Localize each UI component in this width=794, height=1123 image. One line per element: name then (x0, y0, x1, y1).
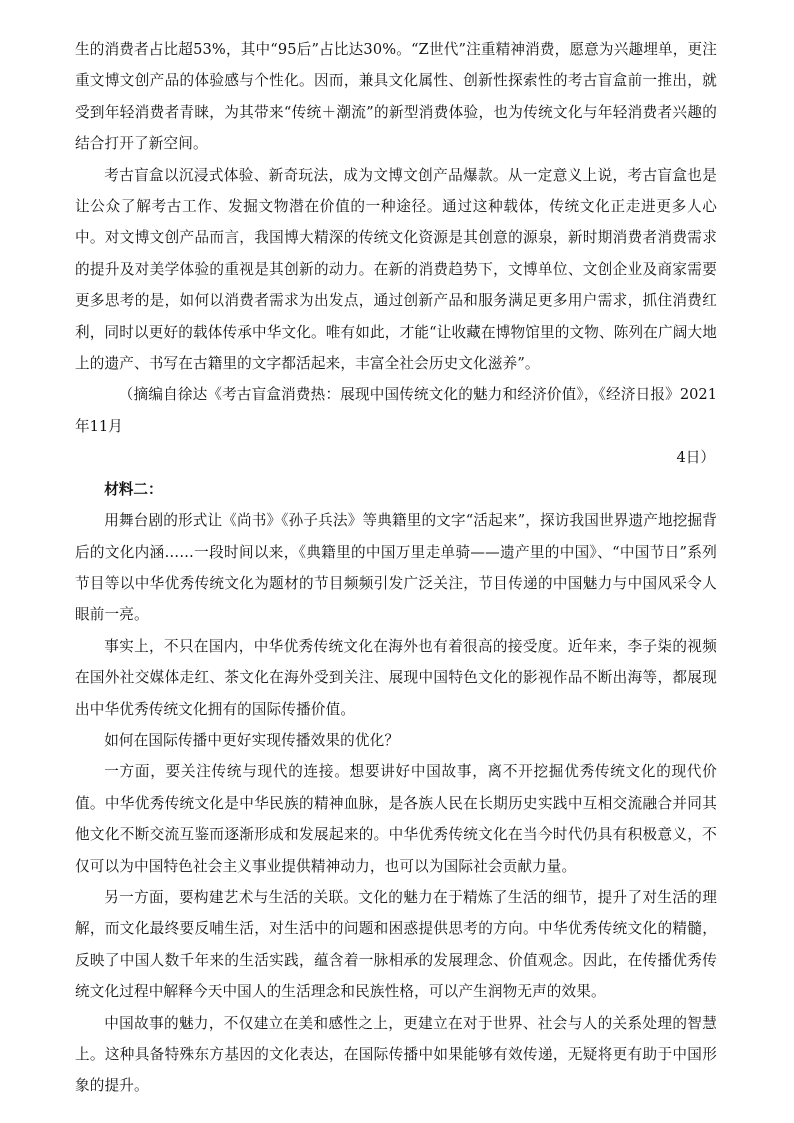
paragraph-classics-programs: 用舞台剧的形式让《尚书》《孙子兵法》等典籍里的文字“活起来”，探访我国世界遗产地挖掘背后的文化内涵……一段时间以来，《典籍里的中国万里走单骑——遗产里的中国》、“中国节日”系列节目等以中华优秀传统文化为题材的节目频频引发广泛关注，节目传递的中国魅力与中国风采令人眼前一亮。 (75, 512, 717, 624)
paragraph-archaeology-blind-box: 考古盲盒以沉浸式体验、新奇玩法，成为文博文创产品爆款。从一定意义上说，考古盲盒也是让公众了解考古工作、发掘文物潜在价值的一种途径。通过这种载体，传统文化正走进更多人心中。对文博文创产品而言，我国博大精深的传统文化资源是其创意的源泉，新时期消费者消费需求的提升及对美学体验的重视是其创新的动力。在新的消费趋势下，文博单位、文创企业及商家需要更多思考的是，如何以消费者需求为出发点，通过创新产品和服务满足更多用户需求，抓住消费红利，同时以更好的载体传承中华文化。唯有如此，才能“让收藏在博物馆里的文物、陈列在广阔大地上的遗产、书写在古籍里的文字都活起来，丰富全社会历史文化滋养”。 (75, 166, 717, 373)
paragraph-question: 如何在国际传播中更好实现传播效果的优化？ (104, 731, 400, 749)
paragraph-art-life: 另一方面，要构建艺术与生活的关联。文化的魅力在于精炼了生活的细节，提升了对生活的理解，而文化最终要反哺生活，对生活中的问题和困惑提供思考的方向。中华优秀传统文化的精髓，反映了中国人数千年来的生活实践，蕴含着一脉相承的发展理念、价值观念。因此，在传播优秀传统文化过程中解释今天中国人的生活理念和民族性格，可以产生润物无声的效果。 (75, 888, 717, 1001)
paragraph-overseas-acceptance: 事实上，不只在国内，中华优秀传统文化在海外也有着很高的接受度。近年来，李子柒的视频在国外社交媒体走红、茶文化在海外受到关注、展现中国特色文化的影视作品不断出海等，都展现出中华优秀传统文化拥有的国际传播价值。 (75, 637, 717, 718)
paragraph-tradition-modern: 一方面，要关注传统与现代的连接。想要讲好中国故事，离不开挖掘优秀传统文化的现代价值。中华优秀传统文化是中华民族的精神血脉，是各族人民在长期历史实践中互相交流融合并同其他文化不断交流互鉴而逐渐形成和发展起来的。中华优秀传统文化在当今时代仍具有积极意义，不仅可以为中国特色社会主义事业提供精神动力，也可以为国际社会贡献力量。 (75, 763, 717, 875)
document-page (75, 34, 717, 1102)
paragraph-china-story: 中国故事的魅力，不仅建立在美和感性之上，更建立在对于世界、社会与人的关系处理的智慧上。这种具备特殊东方基因的文化表达，在国际传播中如果能够有效传递，无疑将更有助于中国形象的提升。 (75, 1014, 717, 1095)
source-citation: （摘编自徐达《考古盲盒消费热：展现中国传统文化的魅力和经济价值》，《经济日报》2021年11月 (75, 386, 717, 435)
material-two-heading: 材料二： (104, 480, 163, 498)
source-citation-date: 4日） (676, 449, 715, 467)
paragraph-consumer-stats: 生的消费者占比超53%，其中“95后”占比达30%。“Z世代”注重精神消费，愿意为兴趣埋单，更注重文博文创产品的体验感与个性化。因而，兼具文化属性、创新性探索性的考古盲盒前一推出，就受到年轻消费者青睐，为其带来“传统＋潮流”的新型消费体验，也为传统文化与年轻消费者兴趣的结合打开了新空间。 (75, 41, 717, 153)
